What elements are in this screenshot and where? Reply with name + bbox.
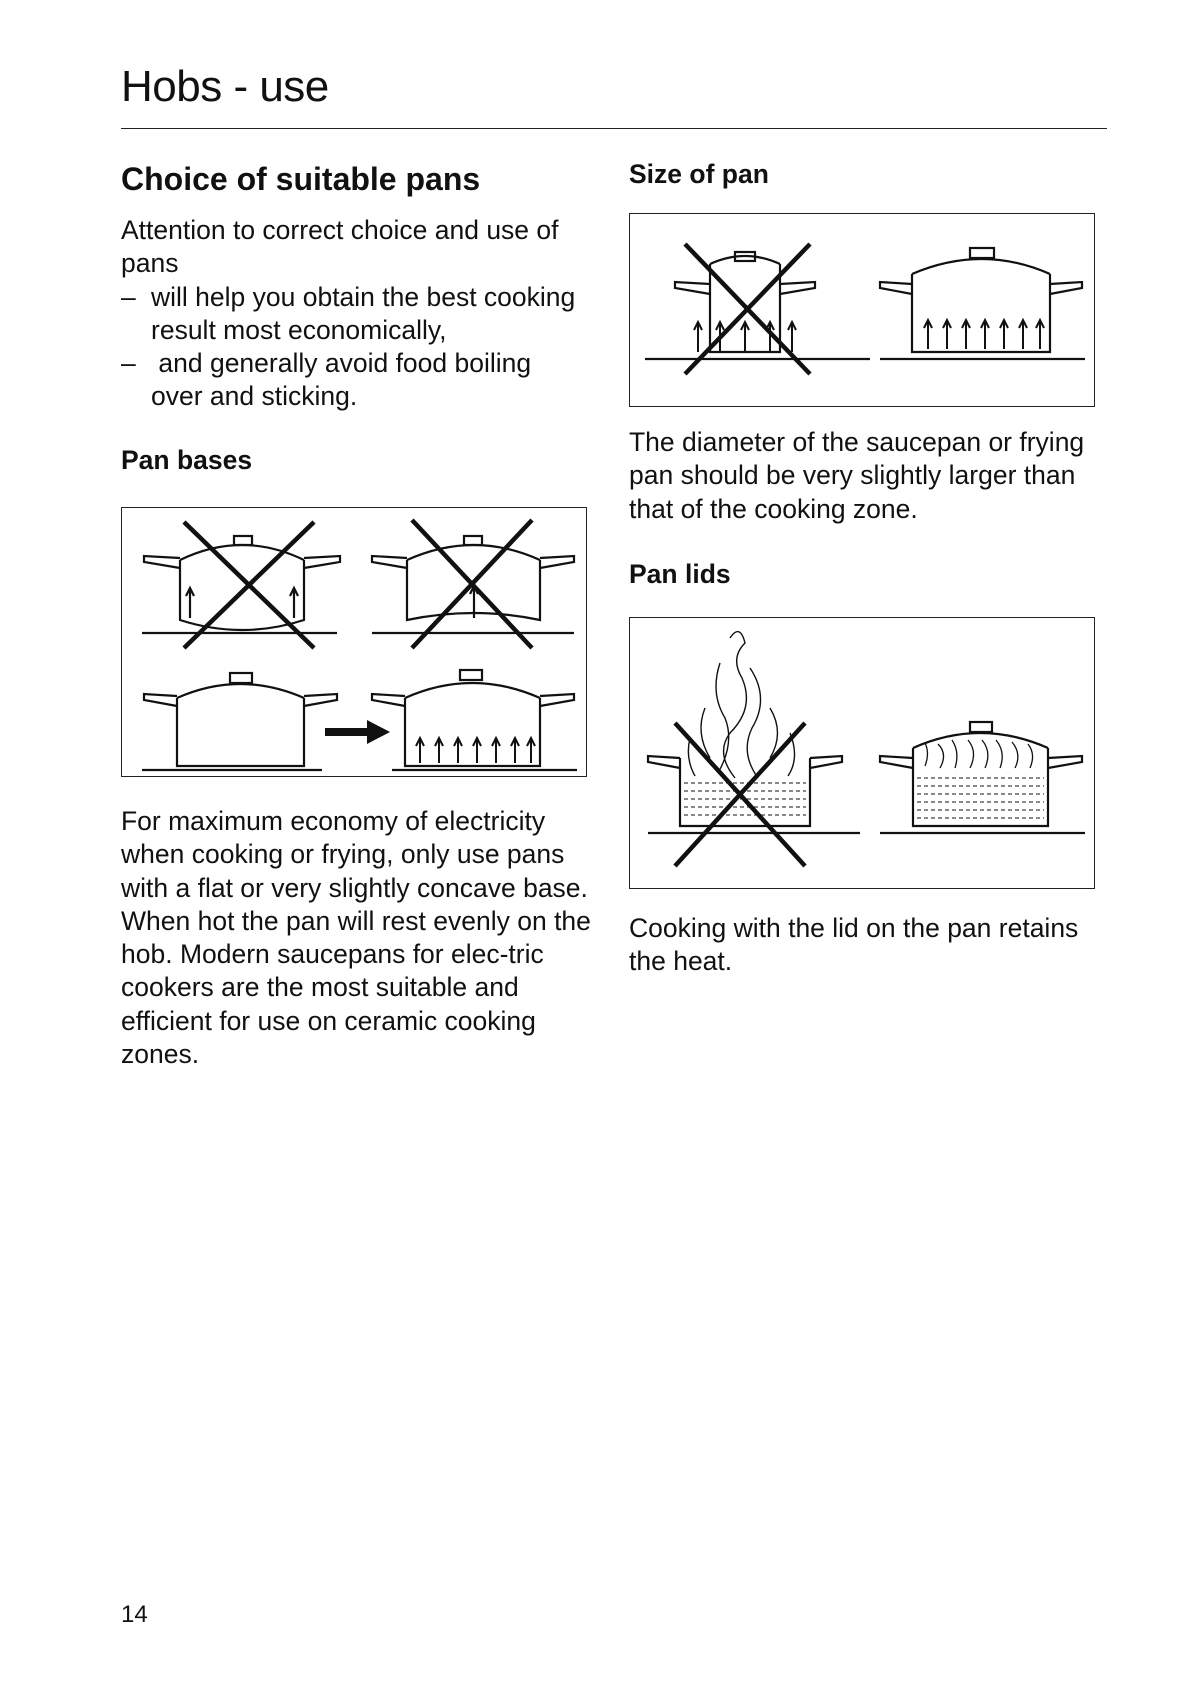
page-title: Hobs - use bbox=[121, 62, 329, 111]
pan-lids-illustration bbox=[629, 617, 1095, 889]
pot-convex-base bbox=[142, 536, 340, 633]
section-heading-choice: Choice of suitable pans bbox=[121, 161, 481, 197]
pot-flat-base-heating bbox=[372, 670, 577, 770]
steam-under-lid-icon bbox=[925, 740, 1033, 768]
cross-icon bbox=[675, 723, 805, 866]
arrow-right-icon bbox=[325, 720, 390, 744]
cross-icon bbox=[685, 244, 810, 374]
subheading-size-of-pan: Size of pan bbox=[629, 159, 769, 189]
pot-flat-base bbox=[142, 673, 337, 770]
size-of-pan-paragraph: The diameter of the saucepan or frying pan should be very slightly larger than that of the cooking zone. bbox=[629, 427, 1085, 524]
pan-lids-paragraph: Cooking with the lid on the pan retains the heat. bbox=[629, 913, 1079, 977]
pot-with-lid bbox=[880, 722, 1085, 833]
subheading-pan-lids: Pan lids bbox=[629, 559, 731, 589]
cross-icon bbox=[412, 520, 532, 648]
pot-without-lid bbox=[648, 632, 860, 833]
left-column bbox=[121, 160, 601, 477]
benefit-list bbox=[121, 281, 591, 414]
pan-bases-illustration bbox=[121, 507, 587, 777]
header-rule bbox=[121, 128, 1107, 129]
subheading-pan-bases: Pan bases bbox=[121, 444, 253, 475]
pot-too-small bbox=[645, 252, 870, 359]
pot-correct-size bbox=[880, 248, 1085, 359]
intro-paragraph: Attention to correct choice and use of pans bbox=[121, 215, 559, 279]
page-number: 14 bbox=[121, 1601, 148, 1628]
pan-size-illustration bbox=[629, 213, 1095, 407]
list-item: – and generally avoid food boiling over and sticking. bbox=[121, 348, 539, 412]
pan-bases-paragraph: For maximum economy of electricity when cooking or frying, only use pans with a flat or very slightly concave base. When hot the pan will rest evenly on the hob. Modern saucepans for elec-tric cookers are the most suitable and efficient for use on ceramic cooking zones. bbox=[121, 806, 591, 1070]
list-item: – will help you obtain the best cooking result most economically, bbox=[121, 281, 576, 345]
